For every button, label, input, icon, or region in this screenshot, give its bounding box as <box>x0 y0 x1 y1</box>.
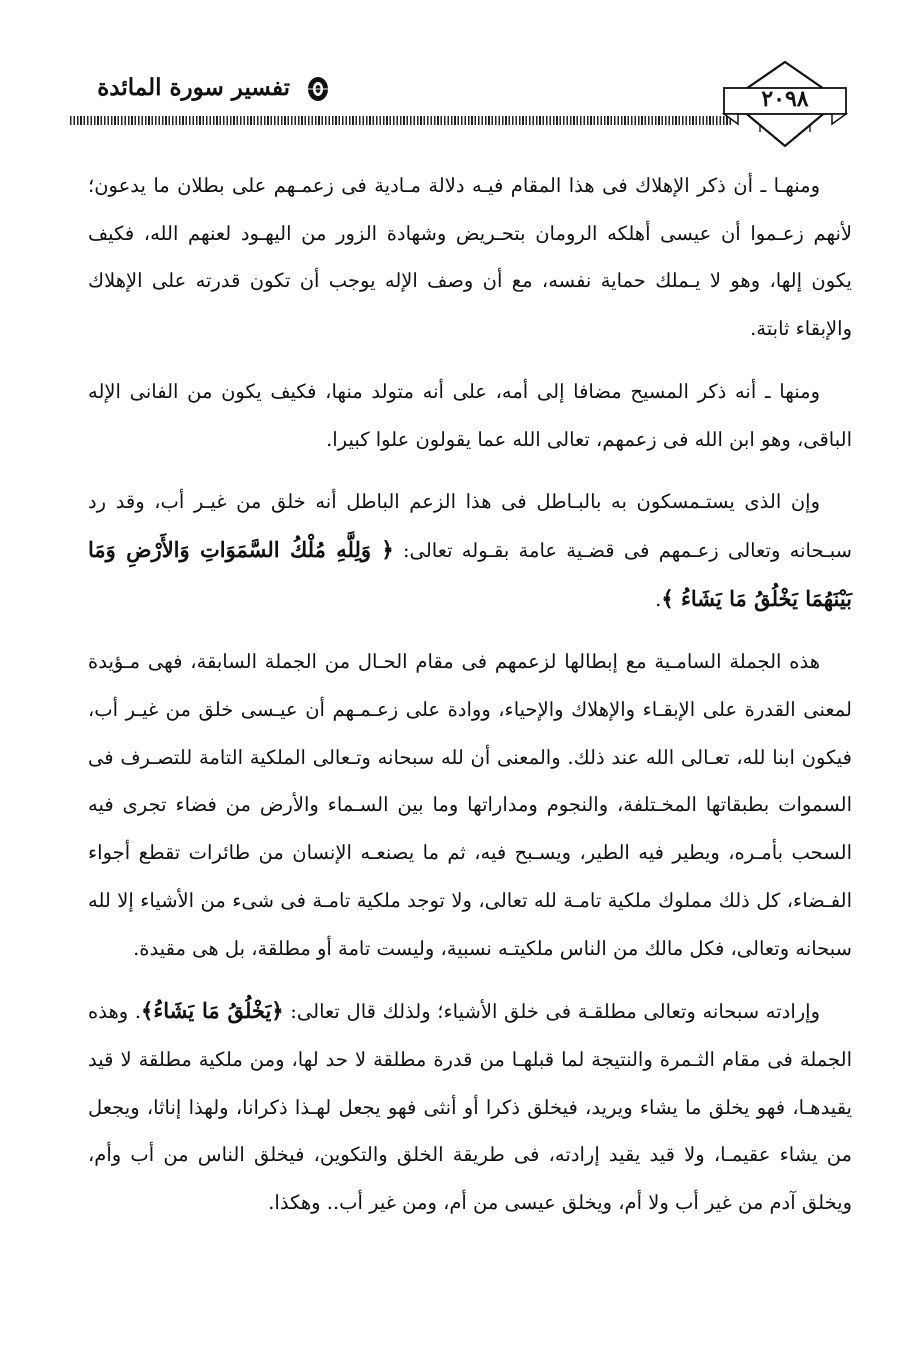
page-number-badge <box>720 60 850 150</box>
paragraph-tail: . وهذه الجملة فى مقام الثـمرة والنتيجة لما قبلهـا من قدرة مطلقة لا حد لها، ومن ملكية مطلقة لا قيد يقيدهـا، فهو يخلق ما يشاء ويريد، فيخلق ذكرا أو أنثى فهو يجعل لهـذا ذكرانا، ولهذا إناثا، ويجعل من يشاء عقيمـا، ولا قيد يقيد إرادته، فى طريقة الخلق والتكوين، فيخلق الناس من أب وأم، ويخلق آدم من غير أب ولا أم، ويخلق عيسى من أم، ومن غير أب.. وهكذا. <box>88 1000 852 1215</box>
quran-verse: ﴿ وَلِلَّهِ مُلْكُ السَّمَوَاتِ وَالأَرْضِ وَمَا بَيْنَهُمَا يَخْلُقُ مَا يَشَاءُ ﴾ <box>88 536 852 611</box>
paragraph-text: هذه الجملة السامـية مع إبطالها لزعمهم فى مقام الحـال من الجملة السابقة، فهى مـؤيدة لمعنى القدرة على الإبقـاء والإهلاك والإحياء، ووادة على زعـمـهم أن عيـسى خلق من غيـر أب، فيكون ابنا لله، تعـالى الله عند ذلك. والمعنى أن لله سبحانه وتـعالى الملكية التامة للتصـرف فى السموات بطبقاتها المخـتلفة، والنجوم ومداراتها وما بين السـماء والأرض من فضاء تجرى فيه السحب بأمـره، ويطير فيه الطير، ويسـبح فيه، ثم ما يصنعـه الإنسان من طائرات تقطع أجواء الفـضاء، كل ذلك مملوك ملكية تامـة لله تعالى، ولا توجد ملكية تامـة فى شىء من الأشياء إلا لله سبحانه وتعالى، فكل مالك من الناس ملكيتـه نسبية، وليست تامة أو مطلقة، بل هى مقيدة. <box>88 650 852 960</box>
header-rule <box>70 116 732 125</box>
paragraph-text: ومنها ـ أنه ذكر المسيح مضافا إلى أمه، على أنه متولد منها، فكيف يكون من الفانى الإله الباقى، وهو ابن الله فى زعمهم، تعالى الله عما يقولون علوا كبيرا. <box>88 379 852 451</box>
paragraph <box>88 162 852 353</box>
quran-verse: ﴿يَخْلُقُ مَا يَشَاءُ﴾ <box>141 998 284 1024</box>
page-header <box>70 60 850 150</box>
page-body <box>88 162 852 1242</box>
paragraph <box>88 368 852 463</box>
paragraph <box>88 478 852 623</box>
paragraph <box>88 638 852 972</box>
paragraph-text: ومنهـا ـ أن ذكر الإهلاك فى هذا المقام فيـه دلالة مـادية فى زعمـهم على بطلان ما يدعون؛ لأنهم زعـموا أن عيسى أهلكه الرومان بتحـريض وشهادة الزور من اليهـود لعنهم الله، فكيف يكون إلها، وهو لا يـملك حماية نفسه، مع أن وصف الإله يوجب أن تكون قدرته على الإهلاك والإبقاء ثابتة. <box>88 174 852 341</box>
paragraph-text: وإن الذى يستـمسكون به بالبـاطل فى هذا الزعم الباطل أنه خلق من غيـر أب، وقد رد سبـحانه وتعالى زعـمهم فى قضـية عامة بقـوله تعالى: <box>88 490 852 562</box>
paragraph <box>88 987 852 1227</box>
ornament-icon <box>306 76 330 102</box>
paragraph-tail: . <box>655 587 662 611</box>
running-title: تفسير سورة المائدة <box>97 74 290 101</box>
page-number: ٢٠٩٨ <box>761 86 809 112</box>
paragraph-text: وإرادته سبحانه وتعالى مطلقـة فى خلق الأشياء؛ ولذلك قال تعالى: <box>283 1000 820 1024</box>
